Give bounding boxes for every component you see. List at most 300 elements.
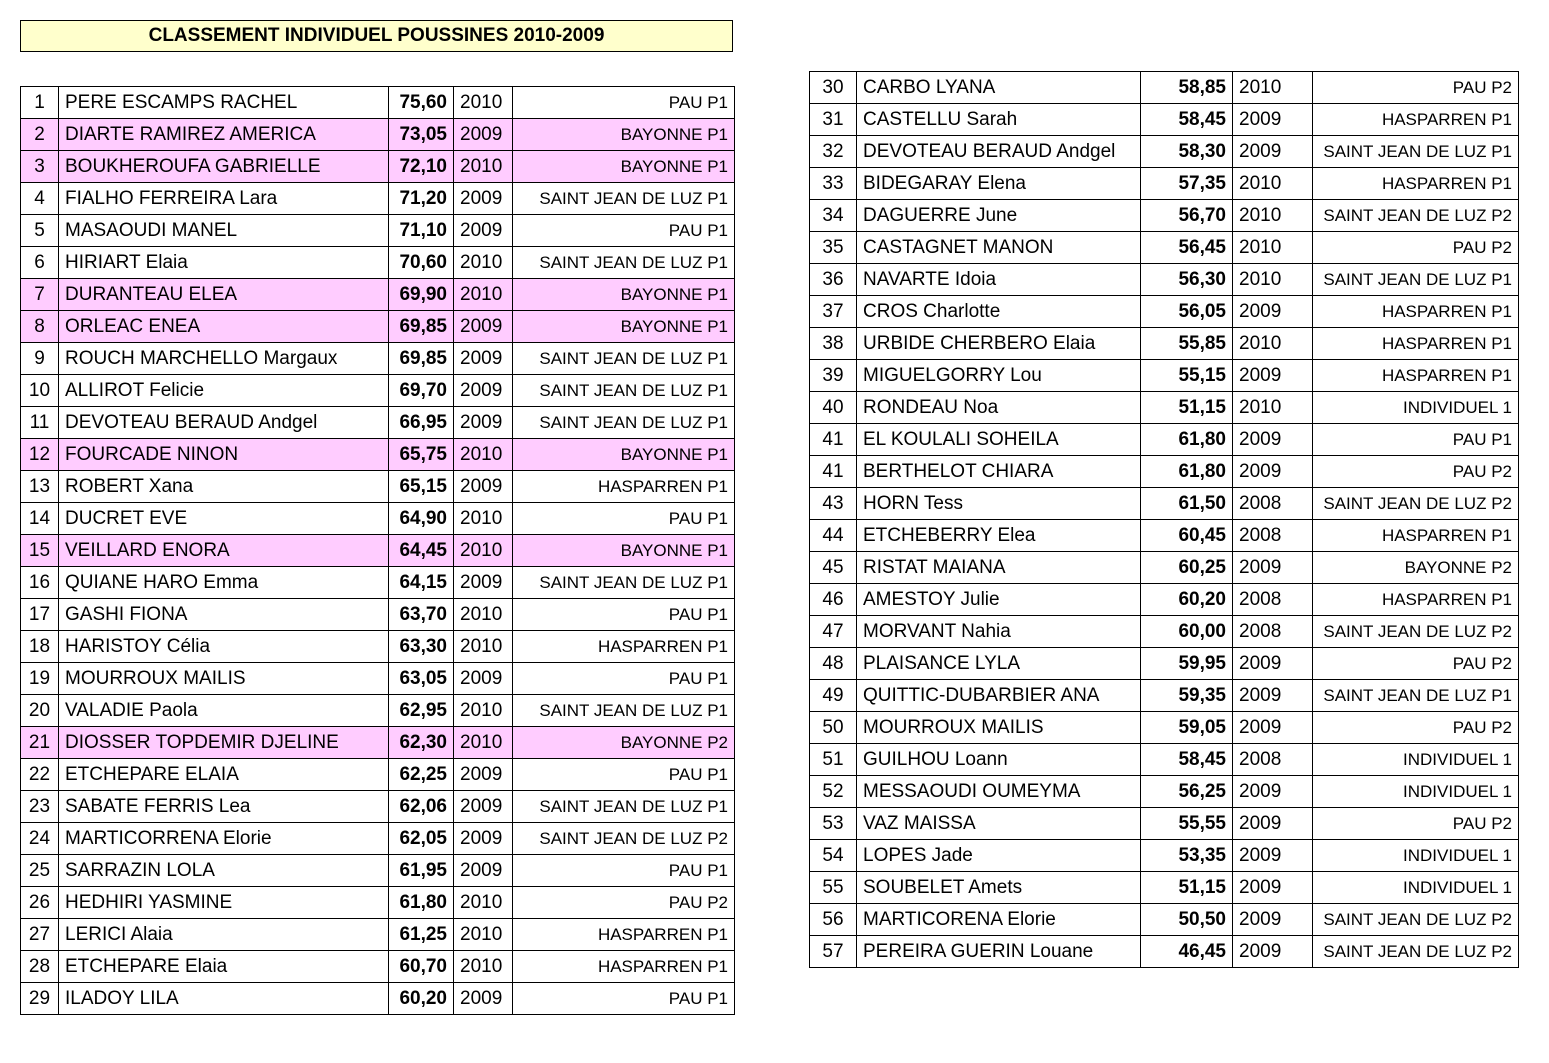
club-cell: HASPARREN P1: [513, 631, 735, 663]
name-cell: CROS Charlotte: [857, 296, 1141, 328]
name-cell: MIGUELGORRY Lou: [857, 360, 1141, 392]
year-cell: 2009: [1233, 648, 1313, 680]
score-cell: 46,45: [1141, 936, 1233, 968]
table-row: [21, 919, 735, 951]
score-cell: 73,05: [389, 119, 454, 151]
name-cell: GUILHOU Loann: [857, 744, 1141, 776]
year-cell: 2010: [454, 695, 513, 727]
rank-cell: 9: [21, 343, 59, 375]
name-cell: PLAISANCE LYLA: [857, 648, 1141, 680]
rank-cell: 52: [810, 776, 857, 808]
score-cell: 58,85: [1141, 72, 1233, 104]
ranking-table-right: [809, 71, 1519, 968]
score-cell: 62,25: [389, 759, 454, 791]
year-cell: 2009: [454, 343, 513, 375]
rank-cell: 10: [21, 375, 59, 407]
name-cell: EL KOULALI SOHEILA: [857, 424, 1141, 456]
score-cell: 61,50: [1141, 488, 1233, 520]
table-row: [810, 744, 1519, 776]
rank-cell: 17: [21, 599, 59, 631]
name-cell: HIRIART Elaia: [59, 247, 389, 279]
rank-cell: 54: [810, 840, 857, 872]
rank-cell: 39: [810, 360, 857, 392]
club-cell: SAINT JEAN DE LUZ P2: [1313, 200, 1519, 232]
club-cell: SAINT JEAN DE LUZ P1: [1313, 680, 1519, 712]
name-cell: FIALHO FERREIRA Lara: [59, 183, 389, 215]
club-cell: SAINT JEAN DE LUZ P2: [1313, 616, 1519, 648]
club-cell: HASPARREN P1: [1313, 520, 1519, 552]
club-cell: SAINT JEAN DE LUZ P2: [1313, 904, 1519, 936]
score-cell: 60,20: [1141, 584, 1233, 616]
year-cell: 2009: [454, 119, 513, 151]
year-cell: 2010: [454, 503, 513, 535]
table-row: [810, 776, 1519, 808]
table-row: [21, 983, 735, 1015]
name-cell: AMESTOY Julie: [857, 584, 1141, 616]
rank-cell: 46: [810, 584, 857, 616]
table-row: [810, 840, 1519, 872]
rank-cell: 53: [810, 808, 857, 840]
score-cell: 59,35: [1141, 680, 1233, 712]
club-cell: SAINT JEAN DE LUZ P1: [513, 343, 735, 375]
score-cell: 53,35: [1141, 840, 1233, 872]
club-cell: INDIVIDUEL 1: [1313, 840, 1519, 872]
year-cell: 2008: [1233, 744, 1313, 776]
name-cell: VALADIE Paola: [59, 695, 389, 727]
table-row: [810, 296, 1519, 328]
table-row: [810, 168, 1519, 200]
table-row: [810, 264, 1519, 296]
score-cell: 61,95: [389, 855, 454, 887]
table-row: [810, 520, 1519, 552]
name-cell: DAGUERRE June: [857, 200, 1141, 232]
rank-cell: 32: [810, 136, 857, 168]
rank-cell: 15: [21, 535, 59, 567]
rank-cell: 23: [21, 791, 59, 823]
score-cell: 65,75: [389, 439, 454, 471]
year-cell: 2010: [454, 887, 513, 919]
score-cell: 56,05: [1141, 296, 1233, 328]
year-cell: 2010: [1233, 72, 1313, 104]
table-row: [21, 439, 735, 471]
name-cell: GASHI FIONA: [59, 599, 389, 631]
year-cell: 2009: [454, 471, 513, 503]
score-cell: 51,15: [1141, 392, 1233, 424]
rank-cell: 11: [21, 407, 59, 439]
score-cell: 57,35: [1141, 168, 1233, 200]
table-row: [810, 712, 1519, 744]
year-cell: 2009: [1233, 776, 1313, 808]
club-cell: INDIVIDUEL 1: [1313, 776, 1519, 808]
score-cell: 69,85: [389, 311, 454, 343]
rank-cell: 28: [21, 951, 59, 983]
name-cell: RISTAT MAIANA: [857, 552, 1141, 584]
table-row: [21, 823, 735, 855]
club-cell: HASPARREN P1: [1313, 360, 1519, 392]
name-cell: MARTICORENA Elorie: [857, 904, 1141, 936]
club-cell: PAU P1: [513, 599, 735, 631]
name-cell: DURANTEAU ELEA: [59, 279, 389, 311]
year-cell: 2009: [1233, 136, 1313, 168]
table-row: [810, 456, 1519, 488]
score-cell: 62,06: [389, 791, 454, 823]
table-row: [810, 680, 1519, 712]
club-cell: PAU P2: [1313, 712, 1519, 744]
rank-cell: 19: [21, 663, 59, 695]
score-cell: 69,70: [389, 375, 454, 407]
year-cell: 2009: [454, 567, 513, 599]
table-row: [810, 808, 1519, 840]
page-title: CLASSEMENT INDIVIDUEL POUSSINES 2010-2009: [20, 20, 733, 52]
table-row: [810, 552, 1519, 584]
club-cell: HASPARREN P1: [1313, 328, 1519, 360]
club-cell: SAINT JEAN DE LUZ P1: [513, 183, 735, 215]
year-cell: 2009: [1233, 680, 1313, 712]
name-cell: QUIANE HARO Emma: [59, 567, 389, 599]
year-cell: 2009: [1233, 296, 1313, 328]
year-cell: 2010: [1233, 232, 1313, 264]
year-cell: 2009: [454, 375, 513, 407]
score-cell: 64,90: [389, 503, 454, 535]
club-cell: HASPARREN P1: [1313, 168, 1519, 200]
year-cell: 2009: [1233, 552, 1313, 584]
name-cell: QUITTIC-DUBARBIER ANA: [857, 680, 1141, 712]
year-cell: 2008: [1233, 616, 1313, 648]
year-cell: 2009: [454, 855, 513, 887]
score-cell: 61,25: [389, 919, 454, 951]
name-cell: BOUKHEROUFA GABRIELLE: [59, 151, 389, 183]
table-row: [810, 648, 1519, 680]
score-cell: 64,15: [389, 567, 454, 599]
name-cell: HEDHIRI YASMINE: [59, 887, 389, 919]
table-row: [21, 87, 735, 119]
name-cell: DEVOTEAU BERAUD Andgel: [59, 407, 389, 439]
club-cell: BAYONNE P1: [513, 311, 735, 343]
rank-cell: 30: [810, 72, 857, 104]
rank-cell: 20: [21, 695, 59, 727]
club-cell: PAU P1: [513, 759, 735, 791]
table-row: [21, 183, 735, 215]
table-row: [21, 119, 735, 151]
club-cell: HASPARREN P1: [513, 471, 735, 503]
club-cell: INDIVIDUEL 1: [1313, 392, 1519, 424]
rank-cell: 7: [21, 279, 59, 311]
rank-cell: 2: [21, 119, 59, 151]
table-row: [810, 904, 1519, 936]
score-cell: 63,05: [389, 663, 454, 695]
year-cell: 2010: [1233, 328, 1313, 360]
table-row: [21, 343, 735, 375]
club-cell: PAU P2: [1313, 808, 1519, 840]
club-cell: SAINT JEAN DE LUZ P2: [513, 823, 735, 855]
score-cell: 51,15: [1141, 872, 1233, 904]
name-cell: CARBO LYANA: [857, 72, 1141, 104]
year-cell: 2009: [454, 311, 513, 343]
table-row: [810, 136, 1519, 168]
rank-cell: 41: [810, 456, 857, 488]
score-cell: 63,70: [389, 599, 454, 631]
rank-cell: 37: [810, 296, 857, 328]
score-cell: 61,80: [389, 887, 454, 919]
year-cell: 2010: [1233, 264, 1313, 296]
table-row: [21, 247, 735, 279]
rank-cell: 4: [21, 183, 59, 215]
score-cell: 58,30: [1141, 136, 1233, 168]
rank-cell: 21: [21, 727, 59, 759]
year-cell: 2010: [454, 151, 513, 183]
club-cell: HASPARREN P1: [1313, 104, 1519, 136]
year-cell: 2009: [1233, 360, 1313, 392]
name-cell: FOURCADE NINON: [59, 439, 389, 471]
rank-cell: 41: [810, 424, 857, 456]
club-cell: SAINT JEAN DE LUZ P2: [1313, 488, 1519, 520]
name-cell: MASAOUDI MANEL: [59, 215, 389, 247]
rank-cell: 47: [810, 616, 857, 648]
club-cell: SAINT JEAN DE LUZ P1: [1313, 136, 1519, 168]
club-cell: PAU P2: [1313, 72, 1519, 104]
score-cell: 70,60: [389, 247, 454, 279]
rank-cell: 31: [810, 104, 857, 136]
ranking-table-left: [20, 86, 735, 1015]
rank-cell: 36: [810, 264, 857, 296]
year-cell: 2010: [454, 727, 513, 759]
name-cell: CASTAGNET MANON: [857, 232, 1141, 264]
table-row: [21, 535, 735, 567]
score-cell: 69,85: [389, 343, 454, 375]
rank-cell: 25: [21, 855, 59, 887]
table-row: [810, 616, 1519, 648]
club-cell: SAINT JEAN DE LUZ P1: [513, 375, 735, 407]
club-cell: BAYONNE P1: [513, 439, 735, 471]
club-cell: HASPARREN P1: [1313, 584, 1519, 616]
year-cell: 2009: [1233, 104, 1313, 136]
rank-cell: 26: [21, 887, 59, 919]
score-cell: 60,00: [1141, 616, 1233, 648]
rank-cell: 3: [21, 151, 59, 183]
year-cell: 2010: [454, 439, 513, 471]
club-cell: SAINT JEAN DE LUZ P2: [1313, 936, 1519, 968]
year-cell: 2008: [1233, 520, 1313, 552]
name-cell: DIOSSER TOPDEMIR DJELINE: [59, 727, 389, 759]
club-cell: PAU P2: [1313, 648, 1519, 680]
score-cell: 55,85: [1141, 328, 1233, 360]
club-cell: BAYONNE P1: [513, 151, 735, 183]
table-row: [810, 488, 1519, 520]
year-cell: 2009: [454, 823, 513, 855]
year-cell: 2010: [454, 535, 513, 567]
year-cell: 2009: [1233, 872, 1313, 904]
score-cell: 62,30: [389, 727, 454, 759]
club-cell: PAU P1: [513, 983, 735, 1015]
table-row: [21, 567, 735, 599]
table-row: [810, 872, 1519, 904]
score-cell: 58,45: [1141, 104, 1233, 136]
table-row: [21, 407, 735, 439]
score-cell: 60,25: [1141, 552, 1233, 584]
name-cell: ALLIROT Felicie: [59, 375, 389, 407]
table-row: [21, 279, 735, 311]
score-cell: 60,70: [389, 951, 454, 983]
score-cell: 65,15: [389, 471, 454, 503]
rank-cell: 27: [21, 919, 59, 951]
year-cell: 2008: [1233, 488, 1313, 520]
score-cell: 61,80: [1141, 424, 1233, 456]
year-cell: 2010: [1233, 392, 1313, 424]
club-cell: INDIVIDUEL 1: [1313, 872, 1519, 904]
year-cell: 2009: [454, 759, 513, 791]
rank-cell: 50: [810, 712, 857, 744]
score-cell: 56,45: [1141, 232, 1233, 264]
name-cell: ETCHEBERRY Elea: [857, 520, 1141, 552]
club-cell: BAYONNE P1: [513, 119, 735, 151]
table-row: [810, 104, 1519, 136]
rank-cell: 44: [810, 520, 857, 552]
name-cell: VAZ MAISSA: [857, 808, 1141, 840]
score-cell: 60,45: [1141, 520, 1233, 552]
rank-cell: 13: [21, 471, 59, 503]
score-cell: 60,20: [389, 983, 454, 1015]
club-cell: SAINT JEAN DE LUZ P1: [513, 247, 735, 279]
year-cell: 2009: [1233, 424, 1313, 456]
table-row: [810, 392, 1519, 424]
score-cell: 62,05: [389, 823, 454, 855]
name-cell: CASTELLU Sarah: [857, 104, 1141, 136]
year-cell: 2009: [1233, 808, 1313, 840]
score-cell: 71,10: [389, 215, 454, 247]
year-cell: 2010: [454, 919, 513, 951]
table-row: [21, 759, 735, 791]
table-row: [810, 72, 1519, 104]
name-cell: LOPES Jade: [857, 840, 1141, 872]
score-cell: 62,95: [389, 695, 454, 727]
score-cell: 69,90: [389, 279, 454, 311]
year-cell: 2009: [1233, 936, 1313, 968]
name-cell: MOURROUX MAILIS: [857, 712, 1141, 744]
year-cell: 2009: [454, 215, 513, 247]
score-cell: 61,80: [1141, 456, 1233, 488]
name-cell: DEVOTEAU BERAUD Andgel: [857, 136, 1141, 168]
name-cell: ROBERT Xana: [59, 471, 389, 503]
name-cell: BIDEGARAY Elena: [857, 168, 1141, 200]
name-cell: MESSAOUDI OUMEYMA: [857, 776, 1141, 808]
name-cell: NAVARTE Idoia: [857, 264, 1141, 296]
club-cell: BAYONNE P1: [513, 535, 735, 567]
year-cell: 2009: [454, 183, 513, 215]
score-cell: 55,55: [1141, 808, 1233, 840]
club-cell: PAU P1: [513, 503, 735, 535]
club-cell: INDIVIDUEL 1: [1313, 744, 1519, 776]
table-row: [21, 727, 735, 759]
rank-cell: 18: [21, 631, 59, 663]
name-cell: ILADOY LILA: [59, 983, 389, 1015]
rank-cell: 35: [810, 232, 857, 264]
year-cell: 2010: [454, 87, 513, 119]
year-cell: 2009: [454, 983, 513, 1015]
year-cell: 2009: [454, 407, 513, 439]
year-cell: 2009: [1233, 712, 1313, 744]
score-cell: 58,45: [1141, 744, 1233, 776]
score-cell: 59,05: [1141, 712, 1233, 744]
rank-cell: 5: [21, 215, 59, 247]
table-row: [21, 951, 735, 983]
name-cell: ETCHEPARE ELAIA: [59, 759, 389, 791]
rank-cell: 16: [21, 567, 59, 599]
table-row: [21, 855, 735, 887]
club-cell: PAU P1: [513, 215, 735, 247]
score-cell: 56,30: [1141, 264, 1233, 296]
rank-cell: 6: [21, 247, 59, 279]
year-cell: 2009: [1233, 840, 1313, 872]
rank-cell: 29: [21, 983, 59, 1015]
club-cell: PAU P1: [1313, 424, 1519, 456]
table-row: [21, 503, 735, 535]
name-cell: ROUCH MARCHELLO Margaux: [59, 343, 389, 375]
score-cell: 55,15: [1141, 360, 1233, 392]
score-cell: 72,10: [389, 151, 454, 183]
rank-cell: 56: [810, 904, 857, 936]
table-row: [21, 151, 735, 183]
name-cell: SOUBELET Amets: [857, 872, 1141, 904]
table-row: [21, 695, 735, 727]
table-row: [810, 424, 1519, 456]
score-cell: 59,95: [1141, 648, 1233, 680]
year-cell: 2010: [454, 247, 513, 279]
rank-cell: 22: [21, 759, 59, 791]
name-cell: RONDEAU Noa: [857, 392, 1141, 424]
name-cell: HARISTOY Célia: [59, 631, 389, 663]
name-cell: SARRAZIN LOLA: [59, 855, 389, 887]
rank-cell: 49: [810, 680, 857, 712]
name-cell: PERE ESCAMPS RACHEL: [59, 87, 389, 119]
club-cell: SAINT JEAN DE LUZ P1: [513, 407, 735, 439]
name-cell: HORN Tess: [857, 488, 1141, 520]
rank-cell: 38: [810, 328, 857, 360]
year-cell: 2009: [1233, 456, 1313, 488]
club-cell: SAINT JEAN DE LUZ P1: [513, 791, 735, 823]
club-cell: BAYONNE P2: [513, 727, 735, 759]
table-row: [810, 328, 1519, 360]
name-cell: ETCHEPARE Elaia: [59, 951, 389, 983]
club-cell: PAU P1: [513, 855, 735, 887]
club-cell: BAYONNE P1: [513, 279, 735, 311]
name-cell: VEILLARD ENORA: [59, 535, 389, 567]
name-cell: URBIDE CHERBERO Elaia: [857, 328, 1141, 360]
club-cell: SAINT JEAN DE LUZ P1: [1313, 264, 1519, 296]
club-cell: BAYONNE P2: [1313, 552, 1519, 584]
club-cell: PAU P2: [1313, 232, 1519, 264]
table-row: [810, 360, 1519, 392]
club-cell: SAINT JEAN DE LUZ P1: [513, 695, 735, 727]
score-cell: 50,50: [1141, 904, 1233, 936]
name-cell: DUCRET EVE: [59, 503, 389, 535]
table-row: [21, 663, 735, 695]
rank-cell: 24: [21, 823, 59, 855]
club-cell: SAINT JEAN DE LUZ P1: [513, 567, 735, 599]
table-row: [21, 375, 735, 407]
score-cell: 56,25: [1141, 776, 1233, 808]
name-cell: PEREIRA GUERIN Louane: [857, 936, 1141, 968]
score-cell: 63,30: [389, 631, 454, 663]
table-row: [21, 471, 735, 503]
name-cell: ORLEAC ENEA: [59, 311, 389, 343]
name-cell: LERICI Alaia: [59, 919, 389, 951]
name-cell: MOURROUX MAILIS: [59, 663, 389, 695]
name-cell: MARTICORRENA Elorie: [59, 823, 389, 855]
rank-cell: 40: [810, 392, 857, 424]
year-cell: 2010: [454, 631, 513, 663]
year-cell: 2008: [1233, 584, 1313, 616]
table-row: [810, 232, 1519, 264]
